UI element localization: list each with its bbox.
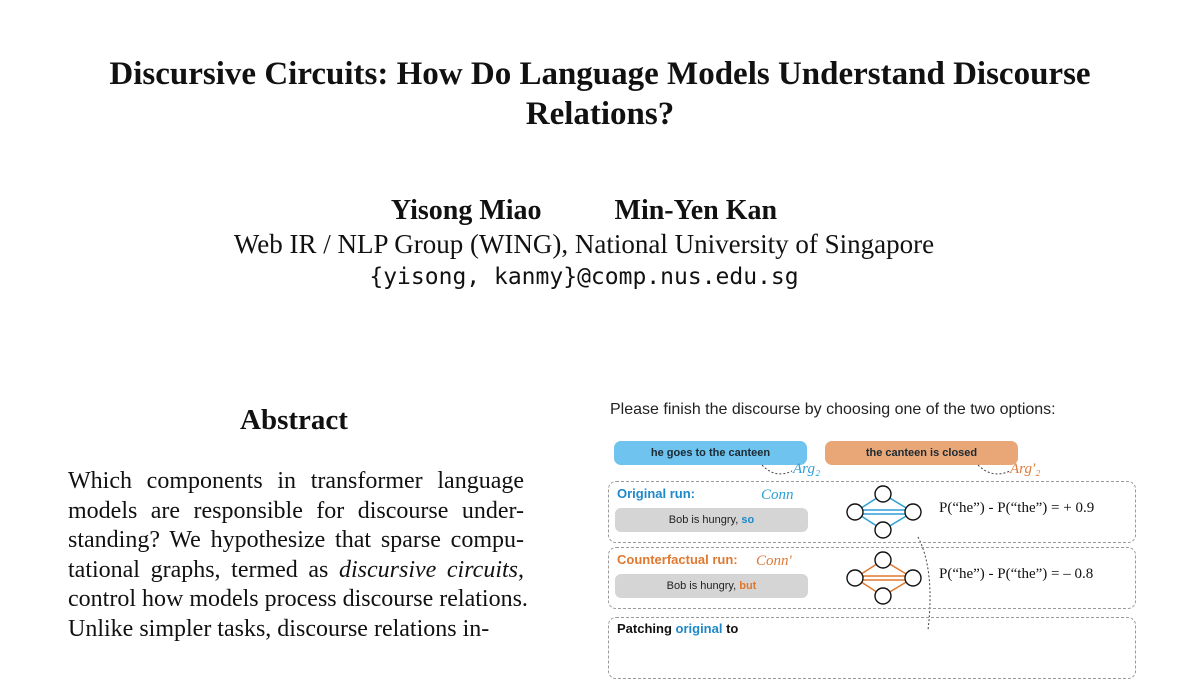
abstract-line: Unlike simpler tasks, discourse relations in- xyxy=(68,615,490,642)
graph-node xyxy=(847,570,863,586)
affiliation: Web IR / NLP Group (WING), National University of Singapore xyxy=(233,229,935,259)
sentence-prefix: Bob is hungry, xyxy=(666,580,740,592)
patching-label xyxy=(617,621,738,636)
original-sentence xyxy=(615,508,808,532)
author-list xyxy=(0,195,1168,227)
graph-node xyxy=(847,504,863,520)
original-prob: P(“he”) - P(“the”) = + 0.9 xyxy=(939,500,1095,516)
title-line-1: Discursive Circuits: How Do Language Models Understand Discourse xyxy=(109,56,1091,92)
arg-a-curve xyxy=(762,465,792,474)
emphasis-term: discursive circuits xyxy=(338,556,518,583)
arg-a-label: Arg₂ xyxy=(793,461,821,477)
connective-but: but xyxy=(739,580,757,592)
counterfactual-circuit-graph xyxy=(845,551,935,605)
patching-original: original xyxy=(675,621,723,636)
abstract-body xyxy=(68,467,528,645)
paper-title xyxy=(40,54,1160,134)
author-2: Min-Yen Kan xyxy=(614,195,778,226)
sentence-prefix: Bob is hungry, xyxy=(668,514,742,526)
graph-node xyxy=(905,504,921,520)
author-1: Yisong Miao xyxy=(390,195,542,226)
counterfactual-run-title: Counterfactual run: xyxy=(617,552,738,567)
option-b-pill: the canteen is closed xyxy=(825,441,1018,465)
abstract-line: Which components in transformer language xyxy=(68,468,524,494)
counterfactual-sentence xyxy=(615,574,808,598)
arg-b-curve xyxy=(978,465,1010,474)
counterfactual-prob: P(“he”) - P(“the”) = – 0.8 xyxy=(939,566,1094,582)
abstract-line: control how models process discourse relations. xyxy=(68,586,528,613)
graph-node xyxy=(875,552,891,568)
abstract-line: standing? We hypothesize that sparse compu- xyxy=(68,527,524,554)
figure-caption: Please finish the discourse by choosing one of the two options: xyxy=(610,401,1056,418)
abstract-heading: Abstract xyxy=(240,404,348,436)
patching-suffix: to xyxy=(722,621,739,636)
abstract-line: models are responsible for discourse under- xyxy=(68,497,524,524)
abstract-line-4-suffix: , xyxy=(518,556,524,583)
counterfactual-run-panel xyxy=(608,547,1136,609)
original-run-title: Original run: xyxy=(617,486,695,501)
graph-node xyxy=(875,522,891,538)
original-run-panel xyxy=(608,481,1136,543)
conn-prime-label: Conn' xyxy=(756,553,792,569)
connective-so: so xyxy=(741,514,755,526)
graph-node xyxy=(875,588,891,604)
patching-panel xyxy=(608,617,1136,679)
graph-node xyxy=(875,486,891,502)
title-line-2: Relations? xyxy=(525,96,675,132)
option-a-pill: he goes to the canteen xyxy=(614,441,807,465)
conn-label: Conn xyxy=(761,487,794,503)
abstract-line xyxy=(68,556,524,586)
arg-b-label: Arg'₂ xyxy=(1010,461,1041,477)
abstract-line-4-text: tational graphs, termed as xyxy=(68,556,339,583)
patching-prefix: Patching xyxy=(617,621,676,636)
graph-node xyxy=(905,570,921,586)
original-circuit-graph xyxy=(845,485,935,539)
teaser-figure xyxy=(600,395,1160,636)
email: {yisong, kanmy}@comp.nus.edu.sg xyxy=(369,264,799,290)
